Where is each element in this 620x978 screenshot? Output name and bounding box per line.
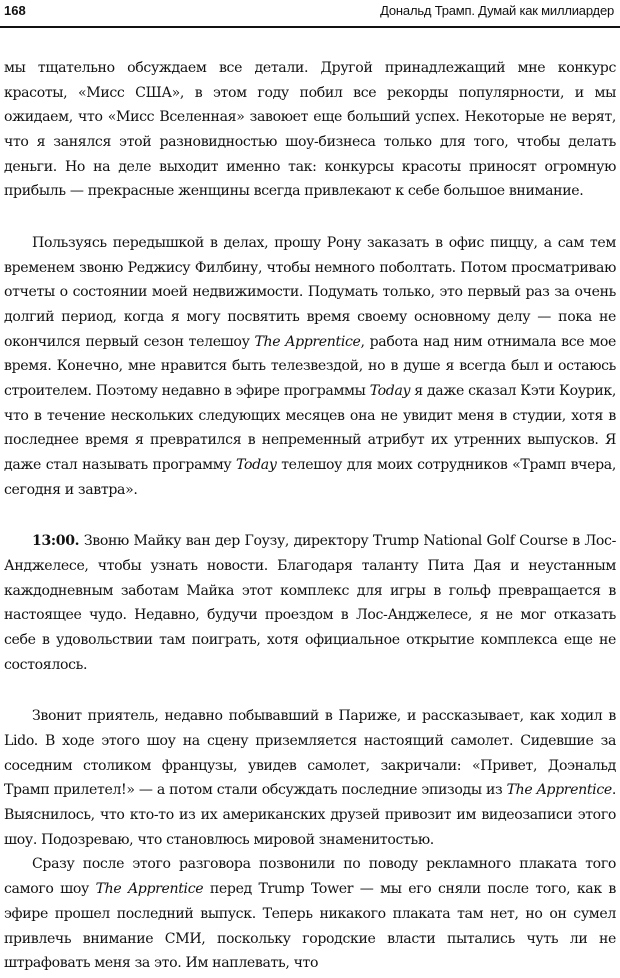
body-text <box>4 56 616 976</box>
text-run: мы тщательно обсуждаем все детали. Другой принадлежащий мне конкурс красоты, «Мисс США», в этом году побил все рекорды популярности, и мы ожидаем, что «Мисс Вселенная» завоюет еще больший успех. Некоторые не верят, что я занялся этой разновидностью шоу-бизнеса только для того, чтобы делать деньги. Но на деле выходит именно так: конкурсы красоты приносят огромную прибыль — прекрасные женщины всегда привлекают к себе большое внимание. <box>4 60 616 200</box>
book-title: Дональд Трамп. Думай как миллиардер <box>380 3 614 18</box>
text-run: я даже сказал Кэти Коурик, что в течение нескольких следующих месяцев она не увидит меня в студии, хотя в последнее время я превратился в непременный атрибут их утренних выпусков. Я даже стал называть программу <box>4 383 616 474</box>
text-run: телешоу для моих сотрудников «Трамп вчера, сегодня и завтра». <box>4 457 616 498</box>
running-header <box>0 0 620 28</box>
text-run: . Выяснилось, что кто-то из их американских друзей привозит им видеозаписи этого шоу. Подозреваю, что становлюсь мировой знаменитостью. <box>4 782 616 848</box>
page-number: 168 <box>4 3 26 18</box>
text-run: Звоню Майку ван дер Гоузу, директору Trump National Golf Course в Лос-Анджелесе, чтобы узнать новости. Благодаря таланту Пита Дая и неустанным каждодневным заботам Майка этот комплекс для игры в гольф превращается в настоящее чудо. Недавно, будучи проездом в Лос-Анджелесе, я не мог отказать себе в удовольствии там поиграть, хотя официальное открытие комплекса еще не состоялось. <box>4 533 616 673</box>
show-title: The Apprentice <box>506 782 612 799</box>
paragraph-pizza-and-apprentice <box>4 231 616 502</box>
time-stamp: 13:00. <box>32 533 80 550</box>
text-run: , работа над ним отнимала все мое время. Конечно, мне нравится быть телезвездой, но в душе я всегда был и остаюсь строителем. Поэтому недавно в эфире программы <box>4 333 616 400</box>
paragraph-billboard <box>4 852 616 975</box>
program-title: Today <box>369 383 411 400</box>
text-run: Пользуясь передышкой в делах, прошу Рону заказать в офис пиццу, а сам тем временем звоню Реджису Филбину, чтобы немного поболтать. Потом просматриваю отчеты о состоянии моей недвижимости. Подумать только, это первый раз за очень долгий период, когда я могу посвятить время своему основному делу — пока не окончился первый сезон телешоу <box>4 235 616 350</box>
paragraph-continuation <box>4 56 616 204</box>
text-run: перед Trump Tower — мы его сняли после того, как в эфире прошел последний выпуск. Теперь никакого плаката там нет, но он сумел привлечь внимание СМИ, поскольку городские власти пытались чуть ли не штрафовать меня за это. Им наплевать, что <box>4 881 616 972</box>
text-run: Сразу после этого разговора позвонили по поводу рекламного плаката того самого шоу <box>4 856 616 898</box>
show-title: The Apprentice <box>254 333 361 350</box>
show-title: The Apprentice <box>95 881 204 898</box>
text-run: Звонит приятель, недавно побывавший в Париже, и рассказывает, как ходил в Lido. В ходе этого шоу на сцену приземляется настоящий самолет. Сидевшие за соседним столиком французы, увидев самолет, закричали: «Привет, Доэнальд Трамп прилетел!» — а потом стали обсуждать последние эпизоды из <box>4 708 616 799</box>
paragraph-golf-course <box>4 529 616 677</box>
program-title: Today <box>236 457 277 474</box>
paragraph-paris-lido <box>4 704 616 852</box>
